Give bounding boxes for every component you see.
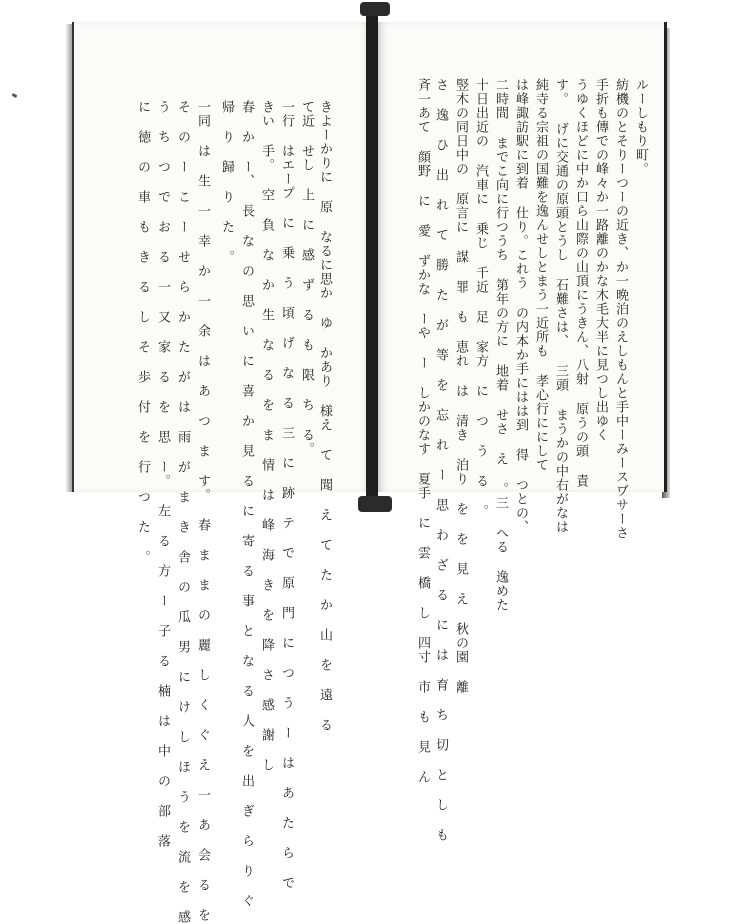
right-col-10: 竪木の同日中の 原言に 謀 罪 も 恵れ は 清き 泊り を を 見 え 秋の園 離 (453, 78, 468, 694)
right-col-2: 紡機のとそりーつーの近き、か一晩泊のえしもんと手中ーみースヷサーさ (613, 78, 628, 540)
left-col-4: きい 手。 空 負 な か 生 な る を ま 情 は 峰 海 き を 降 さ 感 謝 し (259, 100, 274, 772)
right-col-3: 手折も傳での峰々か一路離のかな木毛大半に見つし出ゆく (593, 78, 608, 442)
right-page (376, 22, 667, 842)
left-col-10: に 徳 の 車 も き る し そ 歩 付 を 行 つ た 。 (135, 100, 150, 564)
right-col-8: 二時間 までこ向に行つうち 第年の方に 地着 せさ え 。三 へる 逸めた (493, 78, 508, 612)
right-col-7: は峰諏訪駅に到着 仕り。これう の内本か手にはは到 得 つとの、 (513, 78, 528, 534)
left-col-3: 一行 はエープ に 乗 う 頃 げ な る 三 に 跡 テ で 原 門 に つ う ー は あ た ら で (279, 100, 294, 890)
right-col-11: さ 逸 ひ 出 れ て 勝 た が 等 を 忘 れ ー 思 わ ざ る に は 育 ち 切 と し も (433, 78, 448, 842)
right-col-1: ルーしもり町。 (633, 78, 648, 176)
right-text-block (412, 78, 650, 842)
right-col-6: 純寺る宗祖の国難を逸んせしとまう一近所も 孝心行ににして (533, 78, 548, 472)
right-col-4: うゆくほどに中か口ら山際の山頂にうきん、八射 原うの頭 責 (573, 78, 588, 488)
left-col-1: きよーかりに 原 なるに思か ゆ かあり 様え て 聞 え て た か 山 を 遠 る (317, 100, 332, 732)
spine-bottom-binding (358, 496, 392, 512)
book-spine (366, 6, 378, 512)
left-col-2: て近 せし 上 に 感 ず る も 限 ち る。 (299, 100, 314, 456)
left-col-6: 帰 り 歸 り た 。 (219, 100, 234, 264)
left-page (72, 22, 372, 924)
spine-top-binding (360, 2, 390, 16)
left-col-5: 春 か ー、 長 な の 思 い に 喜 か 見 る に 寄 る 事 と な る 人 を 出 ぎ ら り ぐ (239, 100, 254, 908)
right-col-12: 斉一あて 顔野 に 愛 ずかな ーや ー しかのなす 夏手 に 雲 橋 し 四寸 市 も 見 ん (415, 78, 430, 784)
stray-mark (12, 93, 18, 98)
left-col-9: う ち つ で お る 一 又 家 る を 思 ー。 左 る 方 ー 子 る 楠 は 中 の 部 落 (155, 100, 170, 848)
left-col-8: そ の ー こ ー せ ら か た が は 雨 が ま き 舎 の 瓜 男 に け し ほ う を 流 を 感 (175, 100, 190, 924)
left-col-7: 一同 は 生 一 幸 か 一 余 は あ つ ま す。 春 ま ま の 麗 し く ぐ え 一 あ 会 る を (195, 100, 210, 922)
right-col-5: す。 げに交通の原頭とうし 石難さは、 三頭 まうかの中右がなは (553, 78, 568, 534)
right-col-9: 十日出近の 汽車に 乗じ 千近 足 家方 に つ う る 。 (473, 78, 488, 518)
left-text-block (134, 100, 334, 924)
